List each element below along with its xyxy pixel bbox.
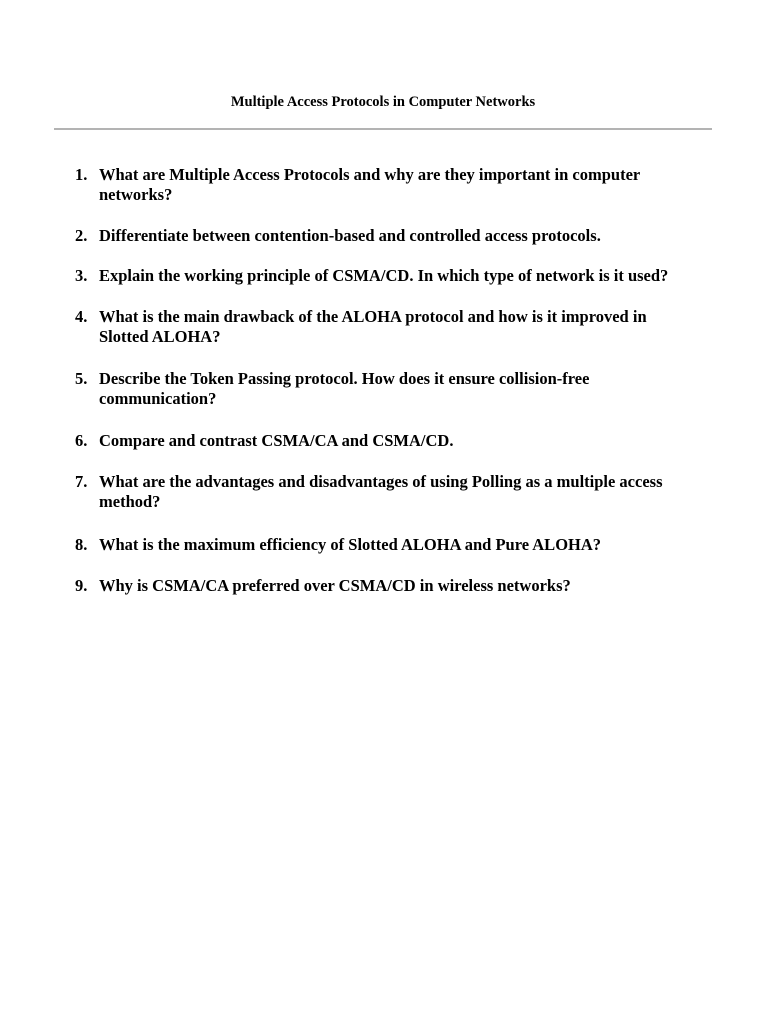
question-number: 8. [75, 535, 88, 554]
question-text: Compare and contrast CSMA/CA and CSMA/CD. [99, 431, 454, 450]
question-text: What are Multiple Access Protocols and why are they important in computer networks? [99, 165, 640, 204]
question-number: 6. [75, 431, 88, 450]
title-divider [54, 128, 712, 130]
question-text: Why is CSMA/CA preferred over CSMA/CD in wireless networks? [99, 576, 571, 595]
question-item-9 [75, 576, 695, 596]
question-text: Describe the Token Passing protocol. How does it ensure collision-free communication? [99, 369, 590, 408]
question-text: What is the main drawback of the ALOHA protocol and how is it improved in Slotted ALOHA? [99, 307, 647, 346]
question-text: What are the advantages and disadvantages of using Polling as a multiple access method? [99, 472, 663, 511]
question-item-8 [75, 535, 695, 555]
question-item-5 [75, 369, 695, 409]
question-number: 7. [75, 472, 88, 491]
question-item-1 [75, 165, 695, 205]
document-title: Multiple Access Protocols in Computer Networks [230, 94, 536, 110]
question-text: Differentiate between contention-based and controlled access protocols. [99, 226, 601, 245]
question-number: 5. [75, 369, 88, 388]
question-item-3 [75, 266, 695, 286]
question-text: What is the maximum efficiency of Slotted ALOHA and Pure ALOHA? [99, 535, 602, 554]
question-item-2 [75, 226, 695, 246]
question-number: 3. [75, 266, 88, 285]
question-item-6 [75, 431, 695, 451]
question-number: 4. [75, 307, 88, 326]
question-number: 1. [75, 165, 88, 184]
question-text: Explain the working principle of CSMA/CD. In which type of network is it used? [99, 266, 669, 285]
question-number: 9. [75, 576, 88, 595]
question-item-7 [75, 472, 695, 512]
question-item-4 [75, 307, 695, 347]
question-number: 2. [75, 226, 88, 245]
